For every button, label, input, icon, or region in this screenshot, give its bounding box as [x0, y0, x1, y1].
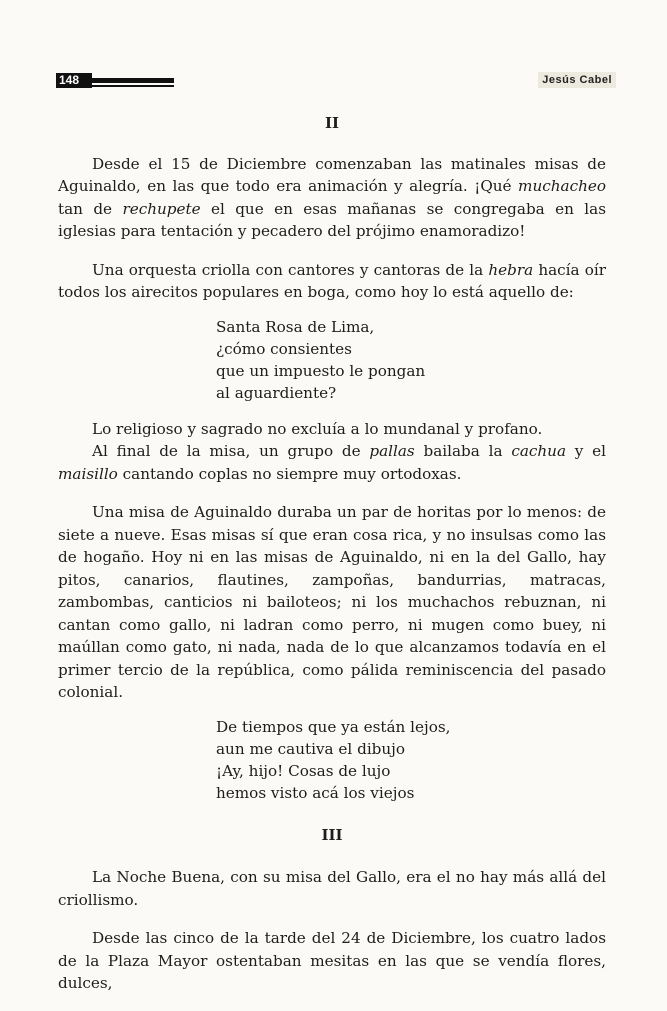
running-author: Jesús Cabel	[538, 72, 616, 88]
verse-line: que un impuesto le pongan	[216, 361, 426, 380]
verse-block	[216, 716, 606, 804]
verse-line: ¿cómo consientes	[216, 339, 352, 358]
paragraph: Al final de la misa, un grupo de pallas bailaba la cachua y el maisillo cantando coplas no siempre muy ortodoxas.	[58, 442, 606, 483]
verse-line: De tiempos que ya están lejos,	[216, 717, 451, 736]
verse-line: Santa Rosa de Lima,	[216, 317, 375, 336]
section-heading-ii: II	[324, 114, 340, 132]
page-body	[58, 112, 606, 1011]
paragraph: Lo religioso y sagrado no excluía a lo mundanal y profano.	[92, 419, 543, 438]
header-rule	[92, 78, 174, 83]
verse-block	[216, 316, 606, 404]
section-heading-iii: III	[321, 825, 343, 844]
header-rule-thin	[92, 85, 174, 87]
paragraph: La Noche Buena, con su misa del Gallo, era el no hay más allá del criollismo.	[58, 868, 606, 909]
verse-line: ¡Ay, hijo! Cosas de lujo	[216, 761, 391, 780]
paragraph: Una misa de Aguinaldo duraba un par de horitas por lo menos: de siete a nueve. Esas misas sí que eran cosa rica, y no insulsas como las de hogaño. Hoy ni en las misas de Aguinaldo, ni en la del Gallo, hay pitos, canarios, flautines, zampoñas, bandurrias, matracas, zambombas, canticios ni bailoteos; ni los muchachos rebuznan, ni cantan como gallo, ni ladran como perro, ni mugen como buey, ni maúllan como gato, ni nada, nada de lo que alcanzamos todavía en el primer tercio de la república, como pálida reminiscencia del pasado colonial.	[58, 503, 606, 701]
page-number: 148	[56, 73, 92, 88]
paragraph: Una orquesta criolla con cantores y cantoras de la hebra hacía oír todos los airecitos populares en boga, como hoy lo está aquello de:	[58, 260, 606, 301]
verse-line: hemos visto acá los viejos	[216, 783, 415, 802]
verse-line: al aguardiente?	[216, 383, 337, 402]
verse-line: aun me cautiva el dibujo	[216, 739, 406, 758]
paragraph: Desde el 15 de Diciembre comenzaban las matinales misas de Aguinaldo, en las que todo era animación y alegría. ¡Qué muchacheo tan de rechupete el que en esas mañanas se congregaba en las iglesias para tentación y pecadero del prójimo enamoradizo!	[58, 154, 606, 240]
paragraph: Desde las cinco de la tarde del 24 de Diciembre, los cuatro lados de la Plaza Mayor ostentaban mesitas en las que se vendía flores, dulces,	[58, 929, 606, 992]
running-header	[56, 68, 616, 90]
